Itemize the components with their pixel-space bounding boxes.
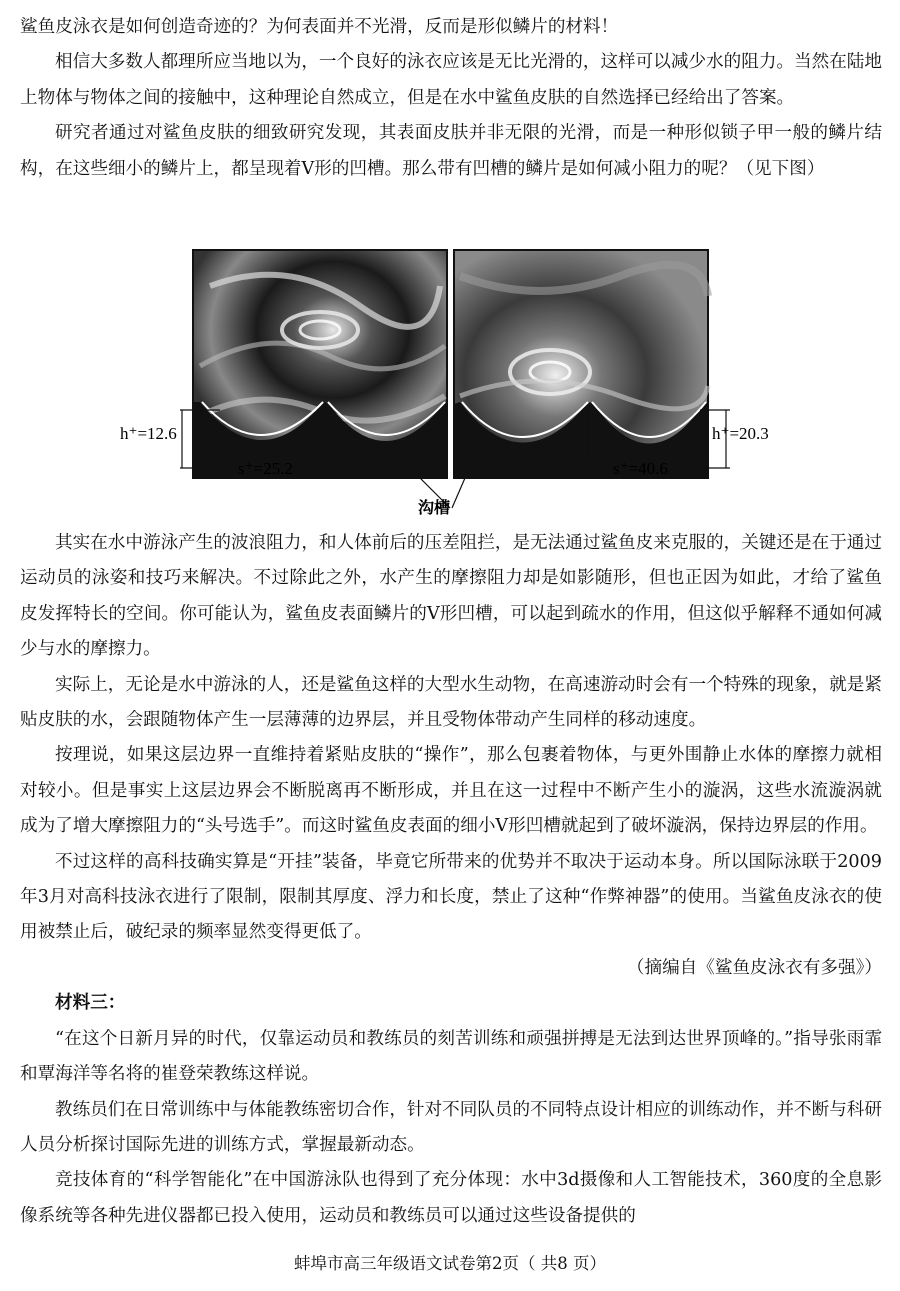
groove-diagram (120, 246, 780, 520)
section-title: 材料三： (55, 993, 126, 1014)
right-flow-panel (454, 250, 708, 478)
right-height-label: h⁺=20.3 (712, 424, 769, 443)
paragraph: 实际上，无论是水中游泳的人，还是鲨鱼这样的大型水生动物，在高速游动时会有一个特殊的现象，就是紧贴皮肤的水，会跟随物体产生一层薄薄的边界层，并且受物体带动产生同样的移动速度。 (20, 674, 882, 731)
source-citation: （摘编自《鲨鱼皮泳衣有多强》） (626, 957, 882, 978)
page-footer: 蚌埠市高三年级语文试卷第2页（ 共8 页） (294, 1254, 606, 1273)
figure-caption: 沟槽 (418, 498, 451, 517)
paragraph: 教练员们在日常训练中与体能教练密切合作，针对不同队员的不同特点设计相应的训练动作，并不断与科研人员分析探讨国际先进的训练方式，掌握最新动态。 (20, 1099, 882, 1155)
shark-skin-groove-figure (120, 246, 780, 520)
right-spacing-label: s⁺=40.6 (613, 459, 668, 478)
paragraph: 研究者通过对鲨鱼皮肤的细致研究发现，其表面皮肤并非无限的光滑，而是一种形似锁子甲一般的鳞片结构，在这些细小的鳞片上，都呈现着V形的凹槽。那么带有凹槽的鳞片是如何减小阻力的呢？（见下图） (20, 123, 882, 179)
left-flow-panel (193, 250, 447, 478)
paragraph: 不过这样的高科技确实算是“开挂”装备，毕竟它所带来的优势并不取决于运动本身。所以国际泳联于2009年3月对高科技泳衣进行了限制，限制其厚度、浮力和长度，禁止了这种“作弊神器”的使用。当鲨鱼皮泳衣的使用被禁止后，破纪录的频率显然变得更低了。 (20, 851, 882, 943)
paragraph: 按理说，如果这层边界一直维持着紧贴皮肤的“操作”，那么包裹着物体，与更外围静止水体的摩擦力就相对较小。但是事实上这层边界会不断脱离再不断形成，并且在这一过程中不断产生小的漩涡，这些水流漩涡就成为了增大摩擦阻力的“头号选手”。而这时鲨鱼皮表面的细小V形凹槽就起到了破坏漩涡，保持边界层的作用。 (20, 745, 882, 837)
paragraph: 其实在水中游泳产生的波浪阻力，和人体前后的压差阻拦，是无法通过鲨鱼皮来克服的，关键还是在于通过运动员的泳姿和技巧来解决。不过除此之外，水产生的摩擦阻力却是如影随形，但也正因为如此，才给了鲨鱼皮发挥特长的空间。你可能认为，鲨鱼皮表面鳞片的V形凹槽，可以起到疏水的作用，但这似乎解释不通如何减少与水的摩擦力。 (20, 533, 882, 660)
left-height-label: h⁺=12.6 (120, 424, 177, 443)
paragraph: 竞技体育的“科学智能化”在中国游泳队也得到了充分体现：水中3d摄像和人工智能技术，360度的全息影像系统等各种先进仪器都已投入使用，运动员和教练员可以通过这些设备提供的 (20, 1170, 882, 1226)
paragraph-heading-question: 鲨鱼皮泳衣是如何创造奇迹的？为何表面并不光滑，反而是形似鳞片的材料！ (20, 17, 619, 37)
left-spacing-label: s⁺=25.2 (238, 459, 293, 478)
top-text-block (20, 10, 882, 187)
paragraph: “在这个日新月异的时代，仅靠运动员和教练员的刻苦训练和顽强拼搏是无法到达世界顶峰的。”指导张雨霏和覃海洋等名将的崔登荣教练这样说。 (20, 1028, 882, 1085)
paragraph: 相信大多数人都理所应当地以为，一个良好的泳衣应该是无比光滑的，这样可以减少水的阻力。当然在陆地上物体与物体之间的接触中，这种理论自然成立，但是在水中鲨鱼皮肤的自然选择已经给出了答案。 (20, 52, 882, 108)
bottom-text-block (20, 526, 882, 1234)
